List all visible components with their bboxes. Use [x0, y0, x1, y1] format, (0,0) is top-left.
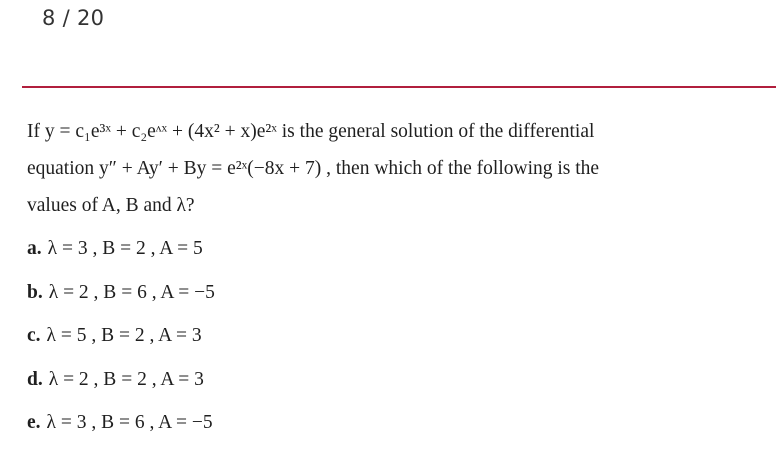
- question-line: equation y″ + Ay′ + By = e²ˣ(−8x + 7) , then which of the following is the: [27, 158, 600, 179]
- option-letter: e.: [27, 412, 41, 433]
- option-text: λ = 5 , B = 2 , A = 3: [46, 325, 202, 346]
- option-e[interactable]: [27, 412, 215, 456]
- option-text: λ = 2 , B = 6 , A = −5: [48, 281, 215, 303]
- option-letter: a.: [27, 238, 42, 259]
- option-text: λ = 3 , B = 6 , A = −5: [46, 412, 213, 433]
- question-text: [27, 113, 757, 224]
- option-a[interactable]: [27, 238, 215, 282]
- option-letter: c.: [27, 325, 41, 346]
- option-letter: b.: [27, 281, 43, 303]
- question-line: If y = c₁e³ˣ + c₂eᶺˣ + (4x² + x)e²ˣ is the general solution of the differential: [27, 121, 595, 142]
- option-d[interactable]: [27, 369, 215, 413]
- option-c[interactable]: [27, 325, 215, 369]
- option-letter: d.: [27, 368, 43, 390]
- header-divider: [22, 86, 776, 88]
- answer-options: [27, 238, 215, 456]
- option-text: λ = 2 , B = 2 , A = 3: [48, 368, 204, 390]
- option-b[interactable]: [27, 282, 215, 326]
- question-line: values of A, B and λ?: [27, 195, 195, 216]
- question-counter: 8 / 20: [42, 6, 105, 30]
- option-text: λ = 3 , B = 2 , A = 5: [47, 238, 203, 259]
